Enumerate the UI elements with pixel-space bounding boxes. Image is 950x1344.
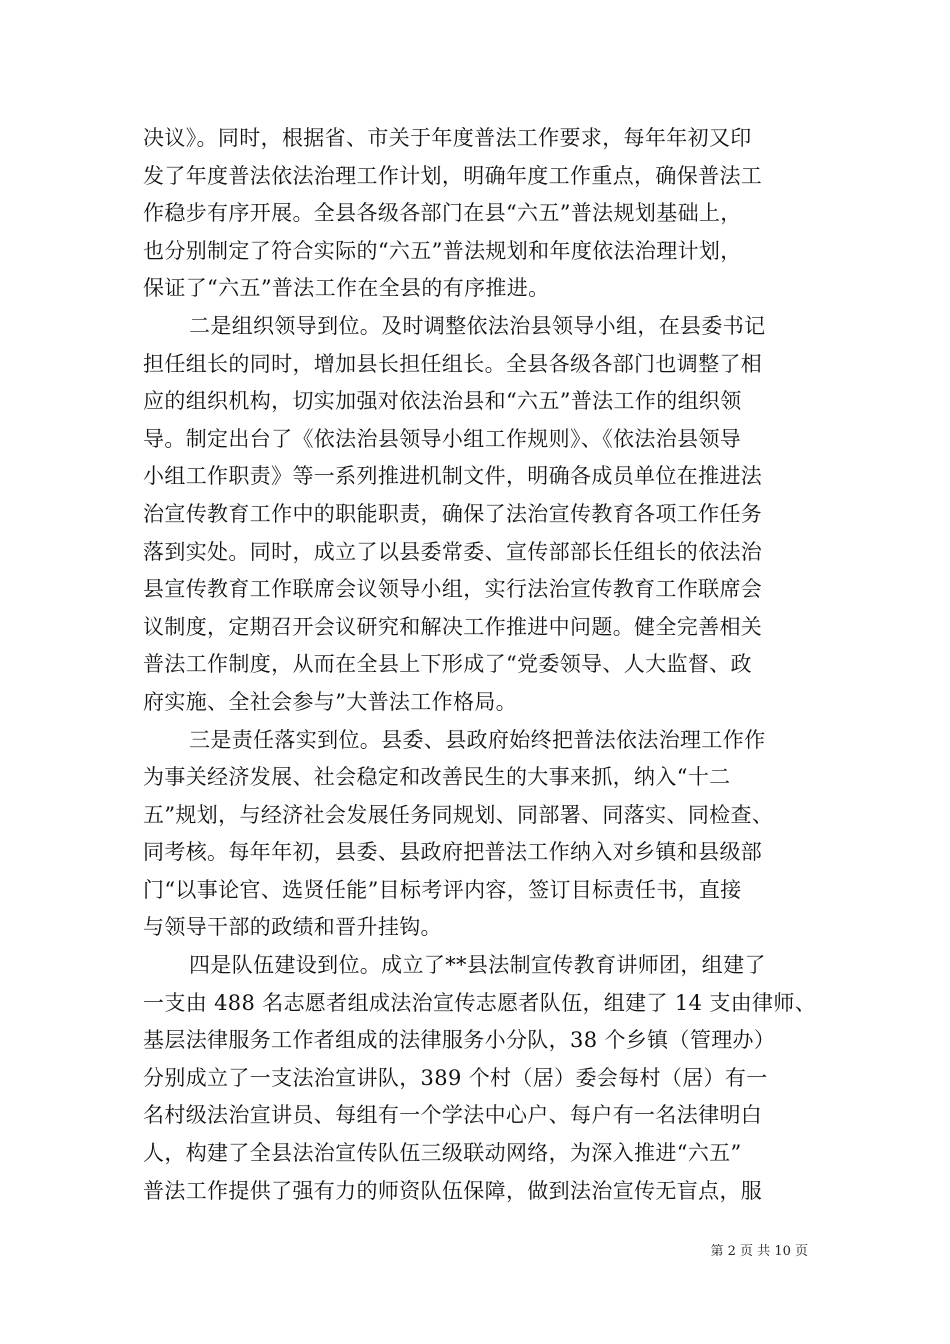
text-line: 作稳步有序开展。全县各级各部门在县“六五”普法规划基础上， — [143, 201, 742, 226]
text-line: 发了年度普法依法治理工作计划，明确年度工作重点，确保普法工 — [143, 163, 763, 188]
paragraph-start-line: 三是责任落实到位。县委、县政府始终把普法依法治理工作作 — [189, 727, 766, 752]
text-line: 府实施、全社会参与”大普法工作格局。 — [143, 689, 518, 714]
body-text — [143, 120, 817, 1210]
text-line: 一支由 488 名志愿者组成法治宣传志愿者队伍，组建了 14 支由律师、 — [143, 990, 817, 1015]
text-line: 落到实处。同时，成立了以县委常委、宣传部部长任组长的依法治 — [143, 539, 763, 564]
text-line: 五”规划，与经济社会发展任务同规划、同部署、同落实、同检查、 — [143, 802, 774, 827]
text-line: 保证了“六五”普法工作在全县的有序推进。 — [143, 276, 550, 301]
text-line: 也分别制定了符合实际的“六五”普法规划和年度依法治理计划， — [143, 238, 742, 263]
text-line: 小组工作职责》等一系列推进机制文件，明确各成员单位在推进法 — [143, 464, 763, 489]
text-line: 导。制定出台了《依法治县领导小组工作规则》、《依法治县领导 — [143, 426, 742, 451]
text-line: 名村级法治宣讲员、每组有一个学法中心户、每户有一名法律明白 — [143, 1103, 763, 1128]
text-line: 为事关经济发展、社会稳定和改善民生的大事来抓，纳入“十二 — [143, 765, 731, 790]
text-line: 与领导干部的政绩和晋升挂钩。 — [143, 915, 442, 940]
text-line: 普法工作提供了强有力的师资队伍保障，做到法治宣传无盲点，服 — [143, 1178, 763, 1203]
text-line: 县宣传教育工作联席会议领导小组，实行法治宣传教育工作联席会 — [143, 577, 763, 602]
paragraph-start-line: 二是组织领导到位。及时调整依法治县领导小组，在县委书记 — [189, 313, 766, 338]
text-line: 担任组长的同时，增加县长担任组长。全县各级各部门也调整了相 — [143, 351, 763, 376]
text-line: 人，构建了全县法治宣传队伍三级联动网络，为深入推进“六五” — [143, 1141, 742, 1166]
text-line: 同考核。每年年初，县委、县政府把普法工作纳入对乡镇和县级部 — [143, 840, 763, 865]
text-line: 基层法律服务工作者组成的法律服务小分队，38 个乡镇（管理办） — [143, 1028, 776, 1053]
page-number-footer: 第 2 页 共 10 页 — [710, 1244, 808, 1259]
text-line: 分别成立了一支法治宣讲队，389 个村（居）委会每村（居）有一 — [143, 1065, 768, 1090]
text-line: 门“以事论官、选贤任能”目标考评内容，签订目标责任书，直接 — [143, 877, 742, 902]
text-line: 普法工作制度，从而在全县上下形成了“党委领导、人大监督、政 — [143, 652, 752, 677]
text-line: 治宣传教育工作中的职能职责，确保了法治宣传教育各项工作任务 — [143, 501, 763, 526]
text-line: 决议》。同时，根据省、市关于年度普法工作要求，每年年初又印 — [143, 126, 752, 150]
text-line: 议制度，定期召开会议研究和解决工作推进中问题。健全完善相关 — [143, 614, 763, 639]
paragraph-start-line: 四是队伍建设到位。成立了**县法制宣传教育讲师团，组建了 — [189, 953, 766, 978]
text-line: 应的组织机构，切实加强对依法治县和“六五”普法工作的组织领 — [143, 389, 742, 414]
